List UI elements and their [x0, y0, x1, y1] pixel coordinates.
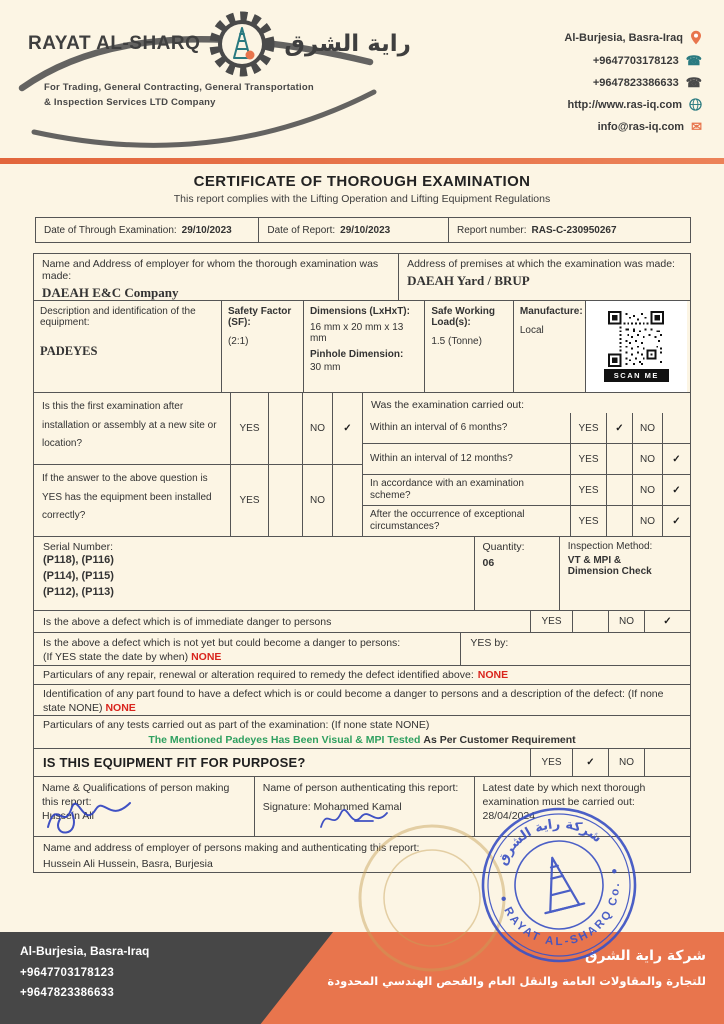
premises-value: DAEAH Yard / BRUP: [407, 273, 530, 288]
authenticator-signature-name: Signature: Mohammed Kamal: [262, 801, 402, 814]
footer-phone2: +9647823386633: [20, 987, 115, 999]
future-danger-line2: [43, 650, 451, 664]
serial-line-3: (P112), (P113): [43, 585, 114, 598]
equipment-description-cell: [34, 301, 221, 392]
phone-icon: ☎: [685, 53, 702, 68]
contact-block: [564, 30, 702, 142]
logo-area: [28, 24, 411, 110]
contact-address: [564, 30, 702, 45]
carried-out-q1: Within an interval of 6 months?: [370, 421, 508, 433]
q2-yes-checkbox: [268, 465, 302, 536]
immediate-no-checkbox: ✓: [644, 611, 690, 632]
report-number-cell: [448, 218, 690, 242]
stamp-english-text: RAYAT AL-SHARQ Co.: [501, 880, 623, 949]
dimensions-cell: [303, 301, 424, 392]
carried-out-row-3: [363, 474, 690, 505]
dates-row: [35, 217, 691, 243]
serial-row: [34, 536, 690, 610]
inspection-method-label: Inspection Method:: [567, 541, 653, 552]
first-examination-block: [34, 393, 362, 536]
maker-name: Hussein Ali: [42, 810, 94, 823]
repair-none: NONE: [477, 669, 509, 681]
contact-website: [564, 98, 702, 111]
contact-email: [564, 120, 702, 133]
tagline-line2: & Inspection Services LTD Company: [44, 96, 216, 108]
contact-address-text: Al-Burjesia, Basra-Iraq: [564, 31, 683, 44]
tests-result-bold: As Per Customer Requirement: [423, 733, 576, 746]
co2-no-checkbox: ✓: [662, 444, 690, 474]
co2-yes-checkbox: [606, 444, 632, 474]
q2-yes-label-cell: YES: [230, 465, 268, 536]
identification-text: Identification of any part found to have a defect which is or could become a danger to persons and a description of the defect:: [43, 688, 625, 700]
equipment-description-value: PADEYES: [40, 344, 98, 358]
report-number-label: Report number:: [457, 224, 527, 236]
premises-label: Address of premises at which the examination was made:: [407, 258, 675, 270]
authenticator-label: Name of person authenticating this report:: [262, 782, 459, 794]
employer-label: Name and Address of employer for whom the thorough examination was made:: [42, 258, 379, 282]
co3-yes-checkbox: [606, 475, 632, 505]
exam-date-cell: [36, 218, 258, 242]
repair-row: [34, 665, 690, 684]
qr-cell: [585, 301, 687, 392]
q1-no-checkbox: ✓: [332, 393, 362, 464]
safety-factor-value: (2:1): [227, 336, 249, 347]
co1-yes-label: YES: [570, 413, 606, 443]
tests-cell: [34, 716, 690, 748]
report-date-label: Date of Report:: [267, 224, 336, 236]
company-name: RAYAT AL-SHARQ: [28, 33, 201, 54]
quantity-label: Quantity:: [482, 541, 525, 553]
immediate-danger-row: [34, 610, 690, 632]
manufacture-value: Local: [519, 325, 544, 336]
future-danger-cell: [34, 633, 460, 665]
carried-out-row-4: [363, 505, 690, 536]
repair-cell: [34, 666, 690, 684]
pinhole-value: 30 mm: [309, 362, 341, 373]
premises-cell: [398, 254, 690, 300]
footer-phone1: +9647703178123: [20, 967, 115, 979]
exam-date-value: 29/10/2023: [181, 224, 232, 236]
identification-none: NONE: [105, 701, 136, 714]
future-danger-none: NONE: [191, 651, 222, 664]
fit-no-label: NO: [608, 749, 644, 776]
safety-factor-cell: [221, 301, 303, 392]
yes-by-cell: YES by:: [460, 633, 690, 665]
quantity-cell: [474, 537, 559, 610]
title-block: [0, 164, 724, 210]
quantity-value: 06: [482, 557, 495, 569]
certificate-subtitle: This report complies with the Lifting Operation and Lifting Equipment Regulations: [173, 193, 551, 205]
inspection-method-line1: VT & MPI &: [567, 555, 622, 566]
exam-date-label: Date of Through Examination:: [44, 224, 177, 236]
tests-label: Particulars of any tests carried out as part of the examination: (If none state NONE): [43, 719, 430, 731]
report-number-value: RAS-C-230950267: [531, 224, 617, 236]
company-tagline: [44, 81, 380, 110]
carried-out-q3: In accordance with an examination scheme?: [370, 477, 524, 501]
co2-yes-label: YES: [570, 444, 606, 474]
q2-no-label-cell: NO: [302, 465, 332, 536]
company-logo-gear-derrick-icon: [206, 8, 278, 80]
company-name-arabic: راية الشرق: [284, 31, 411, 57]
q1-yes-checkbox: [268, 393, 302, 464]
co4-no-checkbox: ✓: [662, 506, 690, 536]
future-danger-row: [34, 632, 690, 665]
pinhole-label: Pinhole Dimension:: [309, 349, 404, 360]
carried-out-block: [362, 393, 690, 536]
equipment-row: [34, 300, 690, 392]
carried-out-header: Was the examination carried out:: [371, 399, 525, 411]
co3-no-checkbox: ✓: [662, 475, 690, 505]
contact-phone2: [564, 76, 702, 89]
parties-row: [34, 254, 690, 300]
tests-result: [43, 734, 681, 748]
serial-number-label: Serial Number:: [43, 541, 114, 553]
serial-line-2: (P114), (P115): [43, 569, 114, 582]
identification-hint: (If none state NONE): [43, 688, 664, 714]
first-exam-question-1: [34, 393, 362, 464]
maker-cell: [34, 777, 254, 836]
first-exam-q1-text: Is this the first examination after installation or assembly at a new site or location?: [42, 401, 217, 449]
certificate-title: CERTIFICATE OF THOROUGH EXAMINATION: [193, 173, 531, 190]
future-danger-hint: (If YES state the date by when): [43, 651, 189, 664]
manufacture-label: Manufacture:: [519, 306, 583, 317]
repair-text: Particulars of any repair, renewal or alteration required to remedy the defect identified above:: [43, 669, 474, 681]
carried-out-q4: After the occurrence of exceptional circumstances?: [370, 508, 525, 532]
stamp-arabic-text: شركة راية الشرق: [495, 816, 605, 868]
co1-no-checkbox: [662, 413, 690, 443]
fit-no-checkbox: [644, 749, 690, 776]
safety-factor-label: Safety Factor (SF):: [227, 306, 292, 328]
qr-code: [608, 311, 664, 367]
tagline-line1: For Trading, General Contracting, General Transportation: [44, 82, 314, 93]
dimensions-label: Dimensions (LxHxT):: [309, 306, 410, 317]
co1-no-label: NO: [632, 413, 662, 443]
report-employer-label: Name and address of employer of persons making and authenticating this report:: [43, 842, 420, 854]
serial-number-cell: [34, 537, 474, 610]
carried-out-row-2: [363, 443, 690, 474]
next-examination-label: Latest date by which next thorough examination must be carried out:: [482, 782, 646, 809]
equipment-description-label: Description and identification of the equipment:: [40, 306, 196, 328]
contact-phone1-text: +9647703178123: [592, 54, 679, 67]
immediate-no-label: NO: [608, 611, 644, 632]
inspection-method-cell: [559, 537, 690, 610]
serial-line-1: (P118), (P116): [43, 554, 114, 566]
employer-cell: [34, 254, 398, 300]
tests-result-green: The Mentioned Padeyes Has Been Visual & MPI Tested: [148, 733, 421, 746]
qr-caption: SCAN ME: [604, 369, 669, 382]
fit-question: IS THIS EQUIPMENT FIT FOR PURPOSE?: [43, 755, 306, 770]
footer-address: Al-Burjesia, Basra-Iraq: [20, 944, 150, 958]
first-exam-question-2: [34, 464, 362, 536]
letterhead: [0, 0, 724, 158]
contact-phone2-text: +9647823386633: [592, 76, 679, 89]
employer-value: DAEAH E&C Company: [42, 285, 179, 300]
contact-phone1: [564, 54, 702, 67]
manufacture-cell: [513, 301, 585, 392]
report-date-cell: [258, 218, 448, 242]
footer-arabic-line1: شركة راية الشرق: [585, 948, 706, 964]
identification-row: [34, 684, 690, 715]
co3-no-label: NO: [632, 475, 662, 505]
inspection-method-line2: Dimension Check: [567, 566, 652, 577]
contact-email-text: info@ras-iq.com: [597, 120, 685, 133]
footer-contact: [20, 944, 149, 1007]
co1-yes-checkbox: ✓: [606, 413, 632, 443]
contact-website-text: http://www.ras-iq.com: [567, 98, 682, 111]
tests-row: [34, 715, 690, 748]
examination-questions-row: [34, 392, 690, 536]
identification-cell: [34, 685, 690, 715]
carried-out-row-1: [363, 413, 690, 443]
swl-value: 1.5 (Tonne): [431, 336, 482, 347]
email-icon: ✉: [691, 119, 702, 134]
globe-icon: [689, 98, 702, 111]
co4-yes-checkbox: [606, 506, 632, 536]
q1-yes-label-cell: YES: [230, 393, 268, 464]
brand-row: [28, 24, 411, 64]
immediate-yes-label: YES: [530, 611, 572, 632]
immediate-danger-text: Is the above a defect which is of immediate danger to persons: [43, 615, 332, 628]
first-exam-q2-text: If the answer to the above question is YES has the equipment been installed correctly?: [42, 473, 212, 521]
certificate-table: [33, 253, 691, 873]
location-pin-icon: [690, 30, 702, 45]
footer-arabic-line2: للتجارة والمقاولات العامة والنقل العام والفحص الهندسي المحدودة: [327, 974, 706, 988]
co3-yes-label: YES: [570, 475, 606, 505]
swl-cell: [424, 301, 513, 392]
swl-label: Safe Working Load(s):: [431, 306, 496, 328]
report-employer-value: Hussein Ali Hussein, Basra, Burjesia: [43, 857, 213, 870]
next-examination-date: 28/04/2024: [482, 810, 536, 823]
co2-no-label: NO: [632, 444, 662, 474]
q1-no-label-cell: NO: [302, 393, 332, 464]
stamp-derrick-icon: [533, 853, 584, 913]
report-date-value: 29/10/2023: [340, 224, 391, 236]
fit-yes-checkbox: ✓: [572, 749, 608, 776]
future-danger-line1: Is the above a defect which is not yet but could become a danger to persons:: [43, 637, 401, 649]
fit-for-purpose-row: [34, 748, 690, 776]
carried-out-q2: Within an interval of 12 months?: [370, 452, 513, 464]
maker-label: Name & Qualifications of person making this report:: [42, 782, 230, 809]
co4-yes-label: YES: [570, 506, 606, 536]
dimensions-value: 16 mm x 20 mm x 13 mm: [309, 322, 404, 344]
co4-no-label: NO: [632, 506, 662, 536]
q2-no-checkbox: [332, 465, 362, 536]
fit-yes-label: YES: [530, 749, 572, 776]
phone-icon-2: ☎: [685, 75, 702, 90]
immediate-yes-checkbox: [572, 611, 608, 632]
